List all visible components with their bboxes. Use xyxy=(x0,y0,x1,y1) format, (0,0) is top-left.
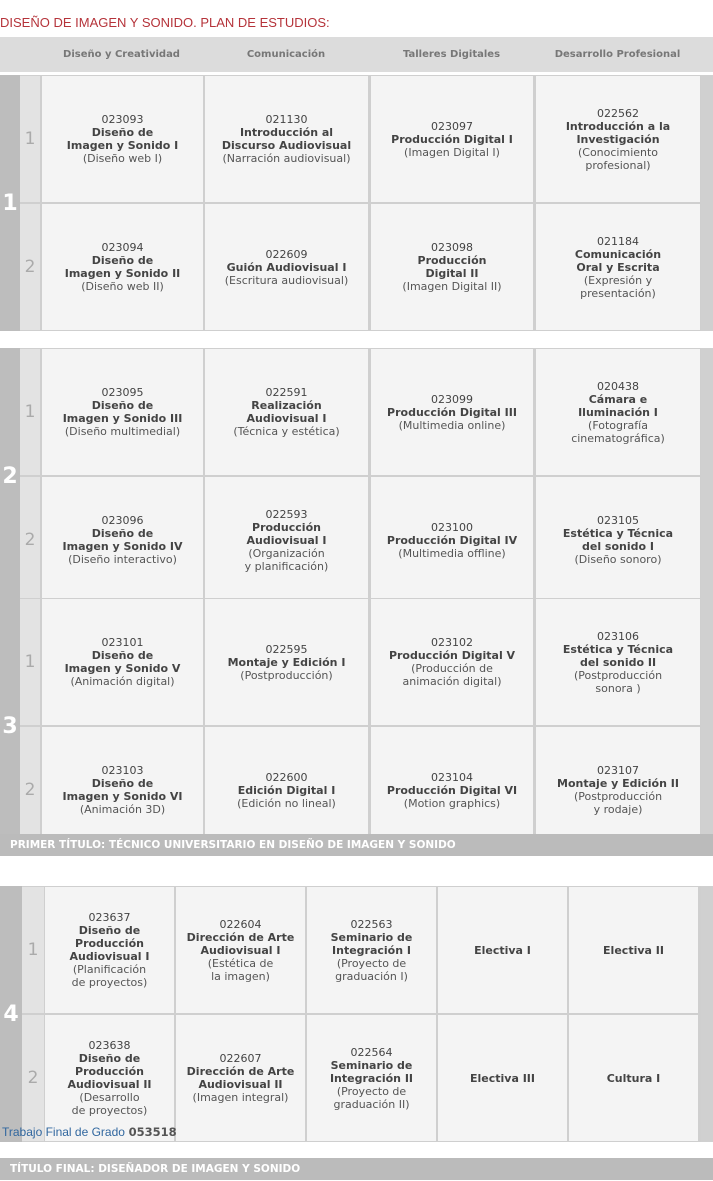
year-number: 2 xyxy=(0,348,20,604)
course-name: Edición Digital I xyxy=(237,783,336,797)
course-name: Imagen y Sonido III xyxy=(62,412,183,425)
year-number: 4 xyxy=(0,886,22,1142)
course-subtitle: (Proyecto de xyxy=(336,1084,407,1098)
course-subtitle: (Proyecto de xyxy=(336,956,407,970)
course-subtitle: (Técnica y estética) xyxy=(233,425,340,438)
course-subtitle: (Fotografía xyxy=(588,418,648,432)
course-name: Integración II xyxy=(329,1071,414,1085)
course-name: Dirección de Arte xyxy=(186,1065,295,1078)
course-subtitle: (Expresión y xyxy=(583,273,653,287)
course-subtitle: (Planificación xyxy=(72,963,147,976)
course-name: Producción Digital III xyxy=(387,405,517,419)
course-code: 022595 xyxy=(265,642,308,656)
course-subtitle: (Multimedia online) xyxy=(398,418,506,432)
course-code: 022607 xyxy=(219,1052,262,1065)
course-name: Estética y Técnica xyxy=(562,527,674,540)
course-cell[interactable] xyxy=(371,349,533,475)
page-title: DISEÑO DE IMAGEN Y SONIDO. PLAN DE ESTUDIOS: xyxy=(0,15,330,30)
semester-number: 2 xyxy=(20,477,40,603)
course-code: 023095 xyxy=(101,386,144,399)
course-code: 022609 xyxy=(265,247,308,261)
course-name: Diseño de xyxy=(78,924,141,937)
course-code: 022564 xyxy=(350,1045,393,1059)
course-code: 023093 xyxy=(101,113,144,126)
course-cell[interactable] xyxy=(205,477,368,603)
course-name: Montaje y Edición II xyxy=(557,777,679,790)
course-name: Introducción a la xyxy=(565,119,671,133)
course-cell[interactable] xyxy=(536,349,700,475)
course-name: Audiovisual I xyxy=(69,950,150,963)
year-block xyxy=(0,886,713,1142)
course-subtitle: profesional) xyxy=(585,158,651,172)
final-project-label[interactable]: Trabajo Final de Grado xyxy=(2,1125,125,1139)
course-name: Montaje y Edición I xyxy=(227,655,346,669)
course-cell[interactable] xyxy=(371,204,533,330)
course-subtitle: (Narración audiovisual) xyxy=(222,152,351,165)
course-cell[interactable] xyxy=(569,887,698,1013)
course-name: Investigación xyxy=(576,132,660,146)
column-header-professional: Desarrollo Profesional xyxy=(554,49,681,60)
course-subtitle: y rodaje) xyxy=(593,803,643,816)
course-name: Producción Digital I xyxy=(391,132,513,146)
course-code: 023106 xyxy=(597,629,639,643)
semester-number: 1 xyxy=(20,76,40,202)
course-code: 022562 xyxy=(597,106,639,120)
year-block xyxy=(0,348,713,604)
course-cell[interactable] xyxy=(371,599,533,725)
course-name: Audiovisual I xyxy=(246,412,327,425)
semester-number: 1 xyxy=(20,599,40,725)
course-name: Producción xyxy=(417,254,487,267)
column-header-communication: Comunicación xyxy=(246,49,326,60)
course-subtitle: animación digital) xyxy=(402,675,502,688)
right-edge xyxy=(701,348,713,604)
first-title-bar: PRIMER TÍTULO: TÉCNICO UNIVERSITARIO EN DISEÑO DE IMAGEN Y SONIDO xyxy=(0,834,713,856)
course-name: Imagen y Sonido IV xyxy=(62,540,183,553)
course-name: Oral y Escrita xyxy=(576,260,660,274)
course-subtitle: (Motion graphics) xyxy=(403,796,501,810)
course-name: Producción xyxy=(75,1065,144,1078)
course-cell[interactable] xyxy=(45,1015,174,1141)
final-title-bar: TÍTULO FINAL: DISEÑADOR DE IMAGEN Y SONIDO xyxy=(0,1158,713,1180)
course-subtitle: (Imagen Digital II) xyxy=(402,280,502,293)
course-cell[interactable] xyxy=(307,887,436,1013)
course-subtitle: (Multimedia offline) xyxy=(398,546,506,560)
course-cell[interactable] xyxy=(205,204,368,330)
course-name: Diseño de xyxy=(91,126,154,139)
course-subtitle: (Postproducción xyxy=(573,668,663,682)
course-name: Electiva II xyxy=(603,943,664,957)
column-header-row xyxy=(0,37,713,72)
course-name: Audiovisual I xyxy=(246,533,327,547)
course-name: Cultura I xyxy=(606,1071,661,1085)
course-name: Diseño de xyxy=(78,1052,141,1065)
course-cell[interactable] xyxy=(569,1015,698,1141)
course-name: Realización xyxy=(251,399,322,412)
course-subtitle: (Diseño web II) xyxy=(81,280,164,293)
semester-number: 1 xyxy=(22,887,44,1013)
course-name: del sonido I xyxy=(582,540,654,553)
course-subtitle: (Edición no lineal) xyxy=(237,796,336,810)
final-project-code: 053518 xyxy=(128,1125,177,1139)
course-subtitle: (Animación 3D) xyxy=(79,803,166,816)
course-cell[interactable] xyxy=(205,599,368,725)
year-number: 3 xyxy=(0,598,20,854)
course-code: 021130 xyxy=(265,113,308,126)
course-name: Producción Digital VI xyxy=(386,783,518,797)
course-name: Producción Digital V xyxy=(388,649,516,662)
course-cell[interactable] xyxy=(371,477,533,603)
course-subtitle: (Animación digital) xyxy=(70,675,175,688)
course-name: Electiva I xyxy=(474,943,531,957)
course-name: Diseño de xyxy=(91,649,154,662)
course-subtitle: (Desarrollo xyxy=(79,1091,140,1104)
course-subtitle: (Organización xyxy=(248,546,325,560)
course-code: 022600 xyxy=(265,770,308,784)
course-cell[interactable] xyxy=(45,887,174,1013)
year-block xyxy=(0,598,713,854)
course-name: Comunicación xyxy=(574,247,662,261)
course-code: 023097 xyxy=(431,119,473,133)
semester-number: 2 xyxy=(20,727,40,853)
course-code: 023105 xyxy=(597,514,639,527)
course-subtitle: (Diseño multimedial) xyxy=(64,425,181,438)
course-cell[interactable] xyxy=(205,349,368,475)
semester-number: 2 xyxy=(22,1015,44,1141)
course-name: Introducción al xyxy=(239,126,334,139)
course-code: 023094 xyxy=(101,241,144,254)
course-cell[interactable] xyxy=(176,1015,305,1141)
course-name: Guión Audiovisual I xyxy=(226,260,347,274)
course-name: Digital II xyxy=(425,267,479,280)
course-subtitle: y planificación) xyxy=(244,559,329,573)
course-code: 023107 xyxy=(597,764,639,777)
course-subtitle: graduación I) xyxy=(335,969,408,983)
course-cell[interactable] xyxy=(42,349,203,475)
course-subtitle: graduación II) xyxy=(333,1097,410,1111)
course-name: Audiovisual II xyxy=(198,1078,283,1091)
course-name: Audiovisual II xyxy=(67,1078,152,1091)
course-code: 023099 xyxy=(431,392,473,406)
course-cell[interactable] xyxy=(536,204,700,330)
year-number: 1 xyxy=(0,75,20,331)
course-cell[interactable] xyxy=(42,204,203,330)
course-cell[interactable] xyxy=(536,76,700,202)
course-subtitle: (Diseño sonoro) xyxy=(574,553,662,566)
course-name: Imagen y Sonido V xyxy=(64,662,181,675)
course-name: Producción xyxy=(75,937,144,950)
course-subtitle: (Conocimiento xyxy=(577,145,659,159)
course-code: 023096 xyxy=(101,514,144,527)
course-subtitle: (Imagen integral) xyxy=(192,1091,289,1104)
course-subtitle: (Postproducción xyxy=(573,790,663,803)
course-subtitle: (Postproducción) xyxy=(240,668,333,682)
semester-number: 1 xyxy=(20,349,40,475)
course-subtitle: cinematográfica) xyxy=(571,431,665,445)
course-subtitle: (Estética de xyxy=(207,956,274,970)
course-code: 023102 xyxy=(431,636,473,649)
course-name: Imagen y Sonido II xyxy=(64,267,181,280)
course-code: 023101 xyxy=(101,636,144,649)
year-block xyxy=(0,75,713,331)
course-name: Seminario de xyxy=(330,1058,413,1072)
course-code: 022593 xyxy=(265,507,308,521)
course-name: Seminario de xyxy=(330,930,413,944)
course-code: 023103 xyxy=(101,764,144,777)
right-edge xyxy=(701,598,713,854)
course-name: Discurso Audiovisual xyxy=(221,139,352,152)
course-code: 020438 xyxy=(597,379,639,393)
course-name: Diseño de xyxy=(91,399,154,412)
course-subtitle: (Diseño interactivo) xyxy=(68,553,177,566)
course-code: 023638 xyxy=(88,1039,131,1052)
course-subtitle: presentación) xyxy=(580,286,656,300)
course-name: del sonido II xyxy=(579,655,657,669)
course-name: Integración I xyxy=(332,943,411,957)
course-subtitle: (Escritura audiovisual) xyxy=(224,273,349,287)
course-cell[interactable] xyxy=(42,76,203,202)
final-project xyxy=(2,1125,177,1139)
course-name: Imagen y Sonido VI xyxy=(62,790,183,803)
column-header-workshops: Talleres Digitales xyxy=(402,49,501,60)
course-code: 022604 xyxy=(219,917,262,931)
course-name: Imagen y Sonido I xyxy=(66,139,179,152)
course-cell[interactable] xyxy=(42,477,203,603)
course-name: Audiovisual I xyxy=(200,943,281,957)
course-subtitle: de proyectos) xyxy=(71,976,148,989)
course-subtitle: (Imagen Digital I) xyxy=(404,145,500,159)
course-cell[interactable] xyxy=(42,599,203,725)
course-name: Cámara e xyxy=(588,392,648,406)
course-name: Electiva III xyxy=(470,1071,535,1085)
course-name: Estética y Técnica xyxy=(562,642,674,656)
course-code: 023098 xyxy=(431,241,473,254)
course-cell[interactable] xyxy=(438,1015,567,1141)
course-name: Dirección de Arte xyxy=(186,930,295,944)
course-name: Producción Digital IV xyxy=(386,533,518,547)
course-cell[interactable] xyxy=(371,76,533,202)
semester-number: 2 xyxy=(20,204,40,330)
course-code: 022591 xyxy=(265,386,308,399)
course-subtitle: de proyectos) xyxy=(71,1104,148,1117)
course-subtitle: sonora ) xyxy=(595,681,641,695)
course-cell[interactable] xyxy=(176,887,305,1013)
course-code: 023637 xyxy=(88,911,131,924)
course-code: 022563 xyxy=(350,917,393,931)
course-subtitle: la imagen) xyxy=(211,969,270,983)
course-code: 023100 xyxy=(431,520,473,534)
column-header-design: Diseño y Creatividad xyxy=(63,49,180,60)
course-cell[interactable] xyxy=(536,599,700,725)
course-name: Diseño de xyxy=(91,777,154,790)
course-code: 023104 xyxy=(431,770,473,784)
course-cell[interactable] xyxy=(307,1015,436,1141)
course-subtitle: (Diseño web I) xyxy=(82,152,163,165)
course-subtitle: (Producción de xyxy=(411,662,493,675)
course-name: Diseño de xyxy=(91,254,154,267)
course-cell[interactable] xyxy=(438,887,567,1013)
right-edge xyxy=(701,75,713,331)
right-edge xyxy=(701,886,713,1142)
course-name: Iluminación I xyxy=(578,405,658,419)
course-code: 021184 xyxy=(597,234,639,248)
course-cell[interactable] xyxy=(536,477,700,603)
course-name: Diseño de xyxy=(91,527,154,540)
course-name: Producción xyxy=(252,520,321,534)
course-cell[interactable] xyxy=(205,76,368,202)
